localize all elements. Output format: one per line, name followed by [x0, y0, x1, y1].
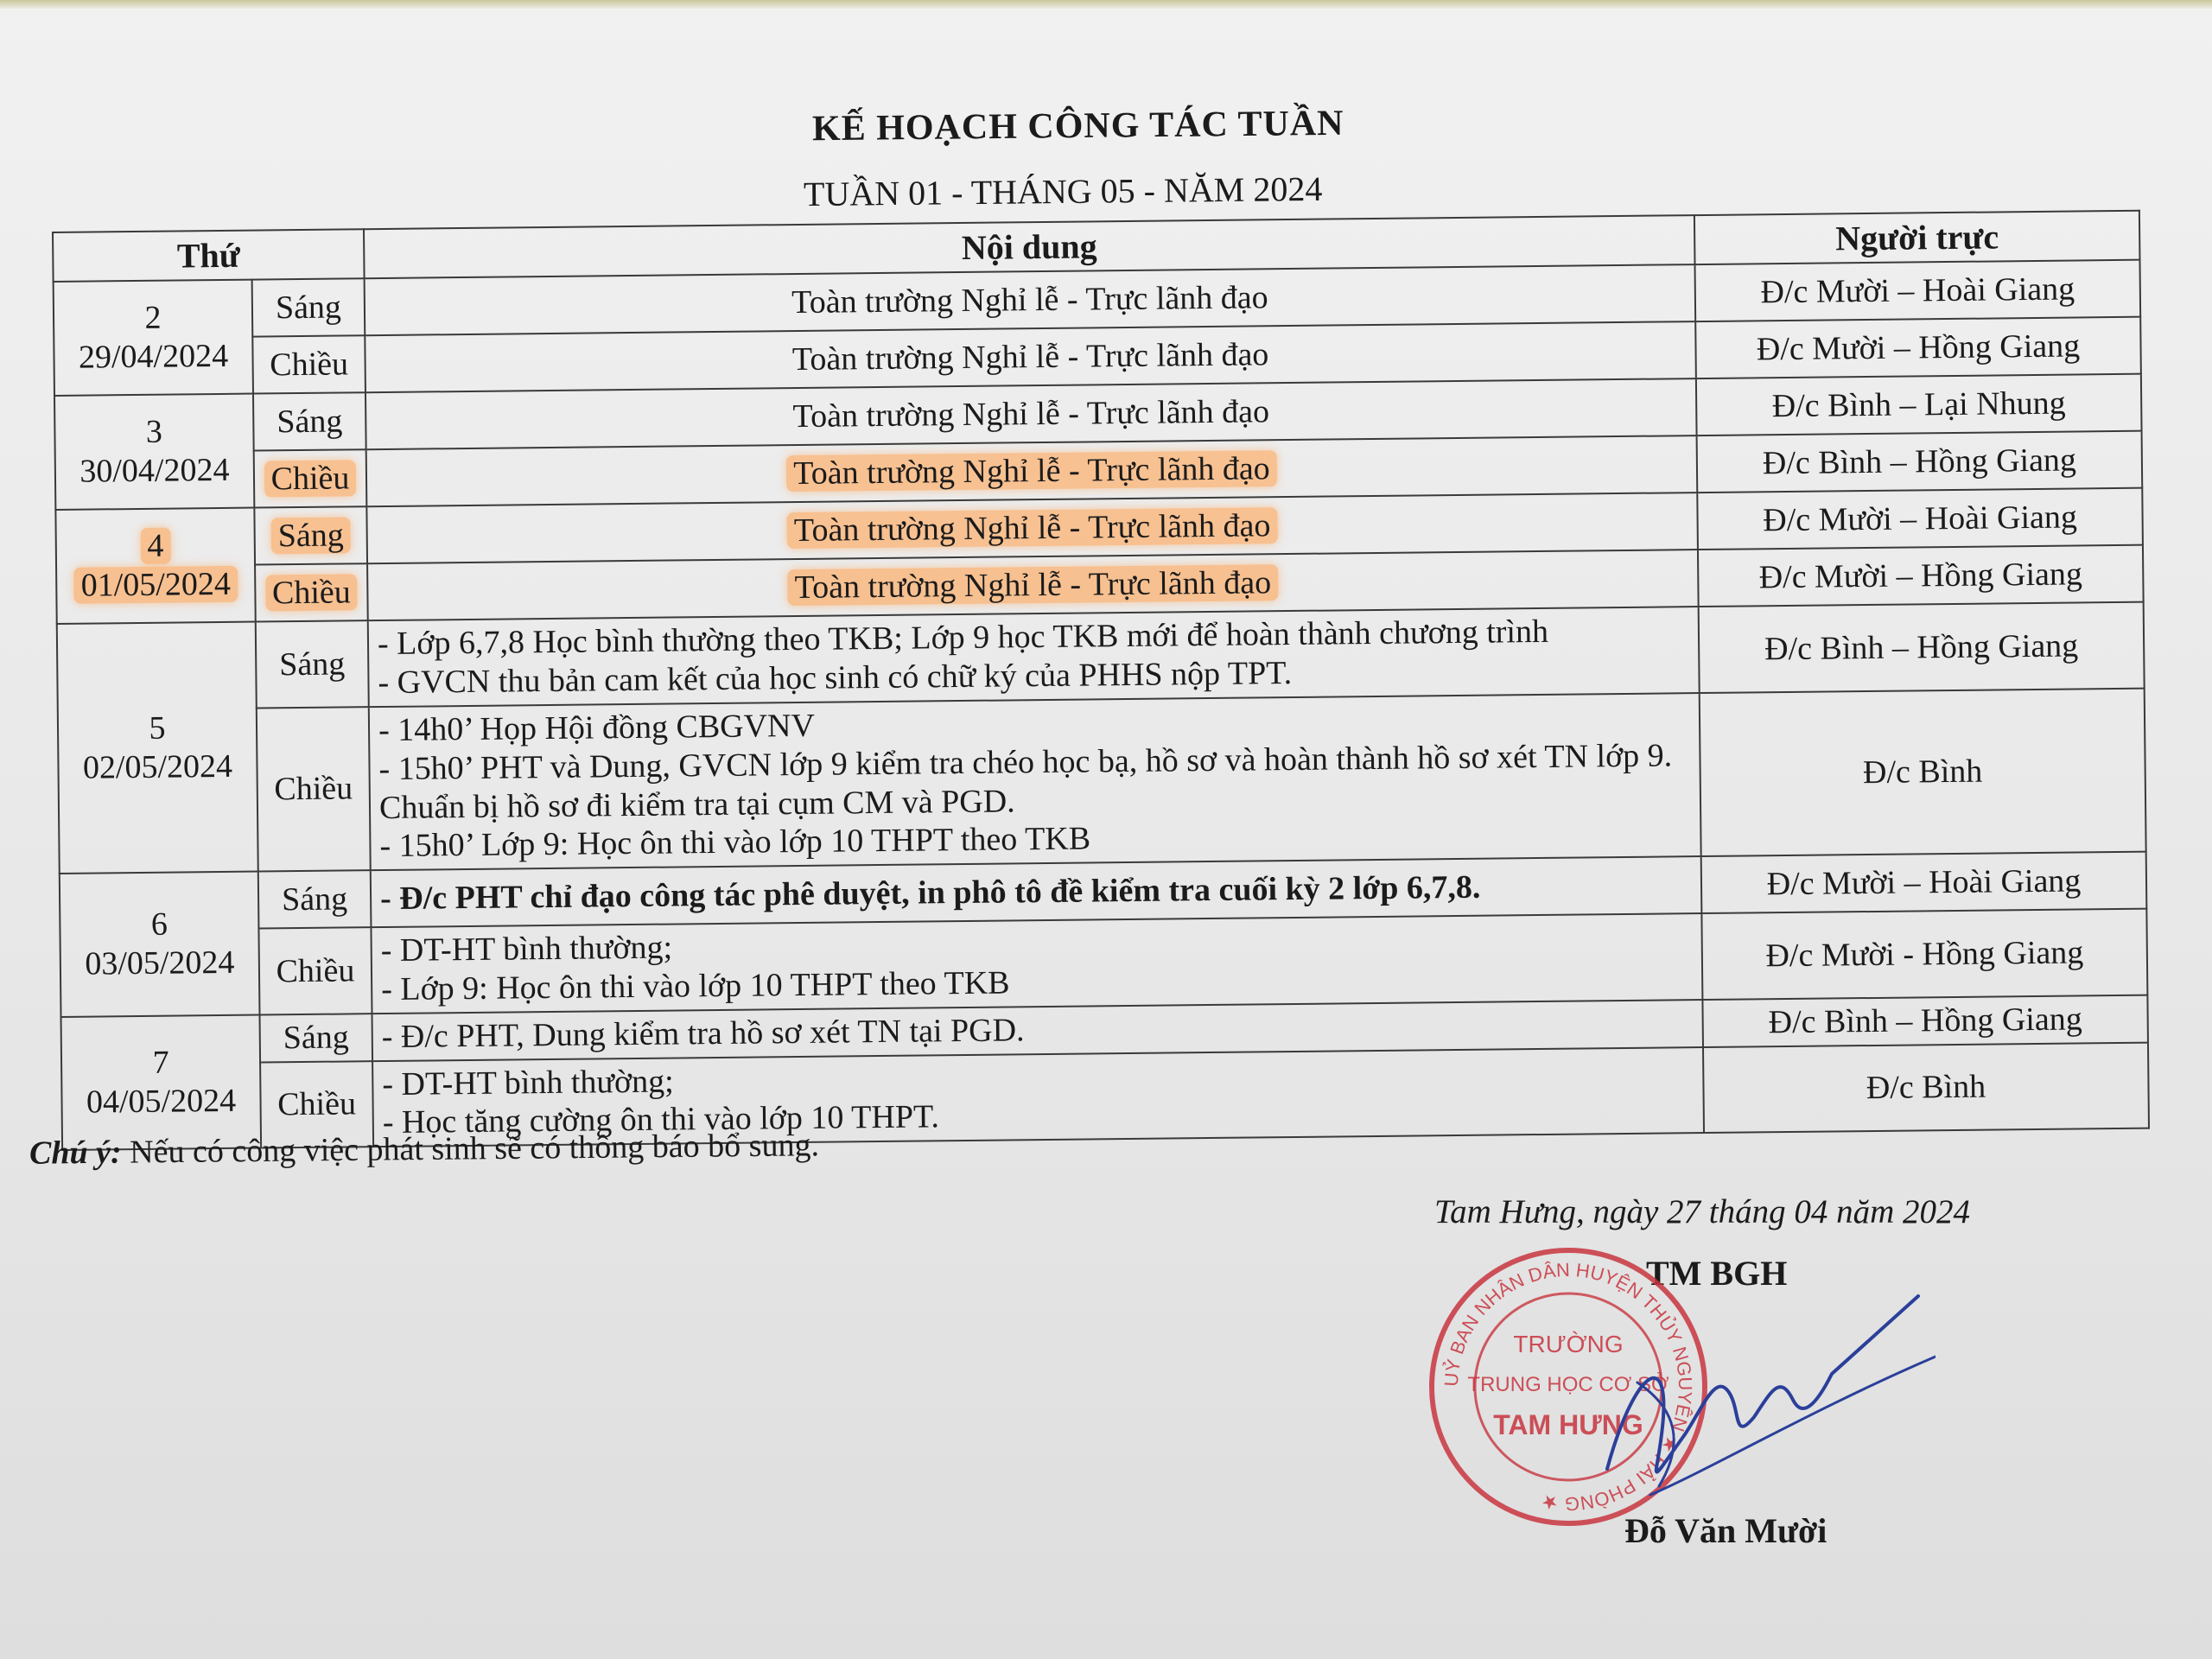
day-cell [57, 622, 258, 874]
duty-cell: Đ/c Mười – Hoài Giang [1701, 852, 2147, 913]
duty-cell: Đ/c Bình – Hồng Giang [1699, 602, 2145, 693]
board-label: TM BGH [1646, 1254, 1788, 1293]
day-number-wrap [66, 526, 245, 567]
duty-cell: Đ/c Bình – Hồng Giang [1697, 431, 2143, 493]
note [29, 1126, 819, 1173]
content-line: - Học tăng cường ôn thi vào lớp 10 THPT. [382, 1098, 940, 1141]
duty-cell: Đ/c Mười – Hoài Giang [1697, 488, 2143, 550]
content-line: - Lớp 9: Học ôn thi vào lớp 10 THPT theo TKB [380, 964, 1010, 1008]
content-line: Toàn trường Nghỉ lễ - Trực lãnh đạo [787, 507, 1278, 549]
document-title: KẾ HOẠCH CÔNG TÁC TUẦN [811, 103, 1344, 149]
content-line: - DT-HT bình thường; [382, 1063, 674, 1103]
content-line: - 15h0’ Lớp 9: Học ôn thi vào lớp 10 THPT theo TKB [379, 820, 1091, 865]
header-content: Nội dung [364, 215, 1695, 278]
content-line: Toàn trường Nghỉ lễ - Trực lãnh đạo [791, 279, 1268, 321]
header-duty: Người trực [1694, 211, 2140, 265]
weekly-plan-table [52, 210, 2150, 1152]
day-date: 29/04/2024 [78, 338, 229, 376]
signer-name: Đỗ Văn Mười [1624, 1511, 1827, 1550]
header-day: Thứ [53, 229, 365, 282]
content-line: Toàn trường Nghỉ lễ - Trực lãnh đạo [791, 336, 1269, 378]
day-number: 4 [140, 528, 170, 564]
session-label: Chiều [257, 707, 371, 872]
session-label: Chiều [252, 335, 365, 393]
content-line: - DT-HT bình thường; [380, 929, 673, 969]
duty-cell: Đ/c Mười – Hoài Giang [1695, 260, 2141, 321]
duty-cell: Đ/c Mười – Hồng Giang [1695, 317, 2141, 378]
duty-cell: Đ/c Mười - Hồng Giang [1701, 909, 2147, 1000]
highlighted-text: Sáng [270, 517, 350, 554]
session-label: Sáng [253, 392, 366, 450]
table-row [58, 689, 2146, 874]
day-date: 04/05/2024 [86, 1082, 237, 1121]
session-label [254, 449, 367, 507]
session-label: Sáng [258, 870, 372, 928]
content-line: Toàn trường Nghỉ lễ - Trực lãnh đạo [787, 564, 1278, 606]
content-line: - Lớp 6,7,8 Học bình thường theo TKB; Lớp 9 học TKB mới để hoàn thành chương trình [377, 613, 1549, 663]
content-line: - 14h0’ Họp Hội đồng CBGVNV [378, 707, 816, 748]
stamp-ring-text: UỶ BAN NHÂN DÂN HUYỆN THỦY NGUYÊN ★ HẢI PHÒNG ★ [1440, 1258, 1697, 1516]
day-cell [55, 508, 255, 624]
session-label: Chiều [258, 927, 372, 1014]
content-line: Toàn trường Nghỉ lễ - Trực lãnh đạo [792, 393, 1270, 435]
stamp-line: TRUNG HỌC CƠ SỞ [1467, 1373, 1669, 1396]
day-number: 6 [150, 906, 168, 943]
content-line: - Đ/c PHT, Dung kiểm tra hồ sơ xét TN tại PGD. [381, 1012, 1025, 1055]
day-cell [54, 280, 253, 396]
session-label [254, 506, 367, 564]
day-date: 03/05/2024 [85, 944, 235, 982]
day-date-wrap [66, 565, 245, 606]
session-label [255, 563, 368, 621]
signature [1555, 1270, 1936, 1538]
day-cell [60, 872, 260, 1017]
session-label: Sáng [256, 620, 369, 708]
day-number: 7 [152, 1044, 169, 1082]
day-cell [61, 1014, 262, 1150]
session-label: Chiều [260, 1061, 373, 1148]
duty-cell: Đ/c Bình – Lại Nhung [1696, 374, 2142, 435]
content-cell [371, 913, 1702, 1014]
day-date: 02/05/2024 [82, 747, 233, 786]
duty-cell: Đ/c Bình [1700, 689, 2146, 857]
day-number: 3 [145, 414, 163, 451]
content-cell [369, 693, 1701, 870]
day-number: 2 [144, 300, 162, 337]
session-label: Sáng [260, 1014, 373, 1062]
note-text: Nếu có công việc phát sinh sẽ có thông báo bổ sung. [121, 1127, 820, 1171]
document-subtitle: TUẦN 01 - THÁNG 05 - NĂM 2024 [803, 168, 1323, 214]
content-line: Toàn trường Nghỉ lễ - Trực lãnh đạo [786, 450, 1277, 492]
stamp-line: TAM HƯNG [1493, 1409, 1643, 1440]
content-line: - 15h0’ PHT và Dung, GVCN lớp 9 kiểm tra chéo học bạ, hồ sơ và hoàn thành hồ sơ xét TN lớp 9. Chuẩn bị hồ sơ đi kiểm tra tại cụm CM và PGD. [378, 737, 1673, 826]
note-label: Chú ý: [29, 1134, 122, 1172]
duty-cell: Đ/c Bình – Hồng Giang [1702, 995, 2148, 1046]
content-line: - Đ/c PHT chỉ đạo công tác phê duyệt, in phô tô đề kiểm tra cuối kỳ 2 lớp 6,7,8. [379, 868, 1481, 917]
highlighted-text: Chiều [265, 574, 358, 611]
day-date: 30/04/2024 [79, 452, 230, 490]
duty-cell: Đ/c Bình [1703, 1042, 2149, 1133]
stamp-line: TRƯỜNG [1513, 1331, 1624, 1357]
session-label: Sáng [252, 278, 365, 336]
paper-edge [0, 0, 2212, 9]
day-number: 5 [149, 709, 166, 747]
highlighted-text: Chiều [264, 460, 356, 497]
content-cell [368, 607, 1700, 707]
content-line: - GVCN thu bản cam kết của học sinh có chữ ký của PHHS nộp TPT. [378, 655, 1293, 702]
place-date: Tam Hưng, ngày 27 tháng 04 năm 2024 [1434, 1193, 1971, 1230]
day-date: 01/05/2024 [74, 566, 238, 604]
day-cell [54, 394, 254, 510]
duty-cell: Đ/c Mười – Hồng Giang [1698, 545, 2144, 607]
